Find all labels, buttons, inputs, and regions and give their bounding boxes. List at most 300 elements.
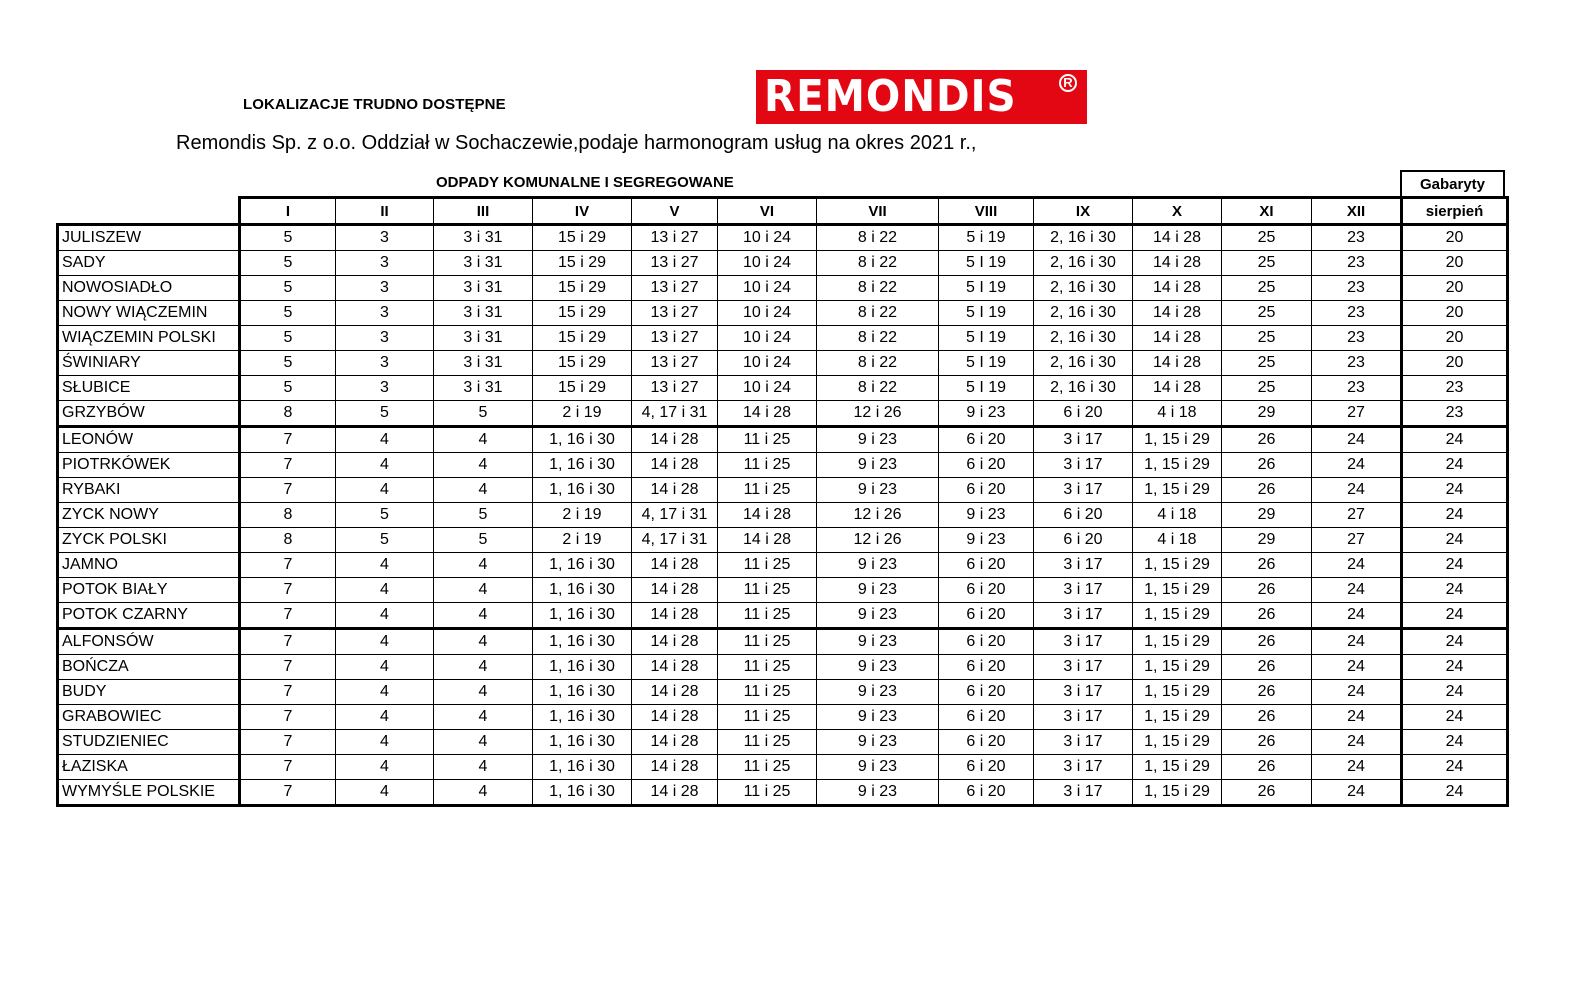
- date-cell: 3 i 17: [1034, 780, 1133, 806]
- date-cell: 11 i 25: [718, 553, 817, 578]
- table-row: [58, 755, 1508, 780]
- date-cell: 11 i 25: [718, 755, 817, 780]
- table-row: [58, 680, 1508, 705]
- date-cell: 5: [336, 401, 434, 427]
- date-cell: 13 i 27: [632, 276, 718, 301]
- date-cell: 27: [1312, 401, 1402, 427]
- date-cell: 4: [434, 680, 533, 705]
- location-name: GRABOWIEC: [58, 705, 240, 730]
- date-cell: 8 i 22: [817, 225, 939, 251]
- date-cell: 3 i 31: [434, 351, 533, 376]
- date-cell: 20: [1402, 225, 1508, 251]
- date-cell: 9 i 23: [817, 780, 939, 806]
- date-cell: 14 i 28: [1133, 326, 1222, 351]
- location-name: WIĄCZEMIN POLSKI: [58, 326, 240, 351]
- header-row: [58, 198, 1508, 225]
- date-cell: 8 i 22: [817, 251, 939, 276]
- date-cell: 1, 15 i 29: [1133, 453, 1222, 478]
- date-cell: 24: [1402, 655, 1508, 680]
- date-cell: 4: [336, 578, 434, 603]
- date-cell: 29: [1222, 401, 1312, 427]
- date-cell: 14 i 28: [632, 780, 718, 806]
- date-cell: 8 i 22: [817, 351, 939, 376]
- date-cell: 2, 16 i 30: [1034, 326, 1133, 351]
- date-cell: 1, 15 i 29: [1133, 680, 1222, 705]
- date-cell: 12 i 26: [817, 401, 939, 427]
- date-cell: 25: [1222, 301, 1312, 326]
- table-row: [58, 453, 1508, 478]
- date-cell: 9 i 23: [817, 453, 939, 478]
- date-cell: 6 i 20: [939, 427, 1034, 453]
- date-cell: 11 i 25: [718, 680, 817, 705]
- date-cell: 7: [240, 603, 336, 629]
- date-cell: 1, 16 i 30: [533, 603, 632, 629]
- date-cell: 9 i 23: [817, 553, 939, 578]
- date-cell: 5: [240, 326, 336, 351]
- date-cell: 15 i 29: [533, 276, 632, 301]
- date-cell: 6 i 20: [939, 478, 1034, 503]
- date-cell: 1, 16 i 30: [533, 655, 632, 680]
- date-cell: 2 i 19: [533, 503, 632, 528]
- date-cell: 23: [1312, 225, 1402, 251]
- date-cell: 4: [434, 705, 533, 730]
- location-name: GRZYBÓW: [58, 401, 240, 427]
- date-cell: 4: [336, 603, 434, 629]
- date-cell: 4: [434, 603, 533, 629]
- date-cell: 26: [1222, 553, 1312, 578]
- table-row: [58, 326, 1508, 351]
- date-cell: 1, 15 i 29: [1133, 655, 1222, 680]
- date-cell: 24: [1312, 427, 1402, 453]
- date-cell: 14 i 28: [632, 453, 718, 478]
- date-cell: 5: [336, 528, 434, 553]
- location-name: NOWOSIADŁO: [58, 276, 240, 301]
- date-cell: 6 i 20: [939, 603, 1034, 629]
- date-cell: 26: [1222, 655, 1312, 680]
- header-empty-cell: [58, 198, 240, 225]
- date-cell: 14 i 28: [1133, 225, 1222, 251]
- location-name: JULISZEW: [58, 225, 240, 251]
- location-name: ŁAZISKA: [58, 755, 240, 780]
- section-title: ODPADY KOMUNALNE I SEGREGOWANE: [436, 174, 734, 191]
- date-cell: 4: [336, 553, 434, 578]
- date-cell: 24: [1312, 553, 1402, 578]
- page-heading: LOKALIZACJE TRUDNO DOSTĘPNE: [243, 96, 506, 113]
- date-cell: 11 i 25: [718, 730, 817, 755]
- date-cell: 12 i 26: [817, 503, 939, 528]
- date-cell: 1, 16 i 30: [533, 629, 632, 655]
- date-cell: 2 i 19: [533, 528, 632, 553]
- date-cell: 23: [1312, 326, 1402, 351]
- date-cell: 9 i 23: [939, 401, 1034, 427]
- date-cell: 2, 16 i 30: [1034, 301, 1133, 326]
- date-cell: 5 I 19: [939, 326, 1034, 351]
- remondis-logo: [756, 70, 1087, 124]
- column-header: X: [1133, 198, 1222, 225]
- date-cell: 26: [1222, 453, 1312, 478]
- date-cell: 2, 16 i 30: [1034, 225, 1133, 251]
- date-cell: 24: [1402, 603, 1508, 629]
- date-cell: 6 i 20: [1034, 401, 1133, 427]
- date-cell: 6 i 20: [939, 730, 1034, 755]
- date-cell: 25: [1222, 251, 1312, 276]
- location-name: ZYCK NOWY: [58, 503, 240, 528]
- date-cell: 8 i 22: [817, 301, 939, 326]
- date-cell: 4: [336, 427, 434, 453]
- date-cell: 15 i 29: [533, 225, 632, 251]
- gabaryty-header: Gabaryty: [1400, 170, 1505, 197]
- date-cell: 13 i 27: [632, 376, 718, 401]
- date-cell: 10 i 24: [718, 225, 817, 251]
- date-cell: 7: [240, 730, 336, 755]
- location-name: BOŃCZA: [58, 655, 240, 680]
- date-cell: 29: [1222, 528, 1312, 553]
- date-cell: 27: [1312, 528, 1402, 553]
- date-cell: 25: [1222, 326, 1312, 351]
- date-cell: 15 i 29: [533, 251, 632, 276]
- column-header: VIII: [939, 198, 1034, 225]
- date-cell: 1, 16 i 30: [533, 730, 632, 755]
- location-name: NOWY WIĄCZEMIN: [58, 301, 240, 326]
- date-cell: 4 i 18: [1133, 528, 1222, 553]
- location-name: STUDZIENIEC: [58, 730, 240, 755]
- location-name: SADY: [58, 251, 240, 276]
- date-cell: 14 i 28: [1133, 251, 1222, 276]
- date-cell: 4 i 18: [1133, 401, 1222, 427]
- date-cell: 9 i 23: [817, 478, 939, 503]
- date-cell: 23: [1312, 301, 1402, 326]
- column-header: VII: [817, 198, 939, 225]
- date-cell: 4: [336, 780, 434, 806]
- date-cell: 6 i 20: [939, 680, 1034, 705]
- date-cell: 1, 15 i 29: [1133, 578, 1222, 603]
- date-cell: 9 i 23: [817, 629, 939, 655]
- date-cell: 23: [1312, 251, 1402, 276]
- date-cell: 2, 16 i 30: [1034, 376, 1133, 401]
- date-cell: 24: [1312, 478, 1402, 503]
- date-cell: 3 i 17: [1034, 629, 1133, 655]
- date-cell: 7: [240, 705, 336, 730]
- date-cell: 4, 17 i 31: [632, 401, 718, 427]
- date-cell: 2, 16 i 30: [1034, 351, 1133, 376]
- date-cell: 24: [1312, 730, 1402, 755]
- location-name: BUDY: [58, 680, 240, 705]
- table-row: [58, 478, 1508, 503]
- date-cell: 8 i 22: [817, 276, 939, 301]
- date-cell: 24: [1402, 478, 1508, 503]
- date-cell: 3: [336, 251, 434, 276]
- table-row: [58, 351, 1508, 376]
- date-cell: 8: [240, 503, 336, 528]
- date-cell: 1, 16 i 30: [533, 680, 632, 705]
- table-row: [58, 780, 1508, 806]
- date-cell: 11 i 25: [718, 578, 817, 603]
- date-cell: 15 i 29: [533, 376, 632, 401]
- date-cell: 4: [434, 453, 533, 478]
- date-cell: 5: [240, 251, 336, 276]
- location-name: SŁUBICE: [58, 376, 240, 401]
- date-cell: 20: [1402, 351, 1508, 376]
- date-cell: 24: [1402, 680, 1508, 705]
- date-cell: 26: [1222, 578, 1312, 603]
- date-cell: 7: [240, 478, 336, 503]
- table-row: [58, 578, 1508, 603]
- date-cell: 1, 16 i 30: [533, 780, 632, 806]
- date-cell: 15 i 29: [533, 301, 632, 326]
- date-cell: 3 i 17: [1034, 578, 1133, 603]
- date-cell: 3 i 31: [434, 326, 533, 351]
- date-cell: 15 i 29: [533, 326, 632, 351]
- date-cell: 24: [1312, 629, 1402, 655]
- date-cell: 24: [1312, 705, 1402, 730]
- date-cell: 3 i 31: [434, 225, 533, 251]
- date-cell: 5 I 19: [939, 251, 1034, 276]
- date-cell: 8 i 22: [817, 326, 939, 351]
- column-header: IV: [533, 198, 632, 225]
- date-cell: 24: [1312, 780, 1402, 806]
- date-cell: 4: [336, 705, 434, 730]
- date-cell: 6 i 20: [939, 705, 1034, 730]
- registered-mark-icon: R: [1059, 74, 1077, 92]
- date-cell: 9 i 23: [817, 730, 939, 755]
- date-cell: 6 i 20: [939, 780, 1034, 806]
- date-cell: 12 i 26: [817, 528, 939, 553]
- date-cell: 23: [1402, 401, 1508, 427]
- date-cell: 3 i 31: [434, 251, 533, 276]
- date-cell: 3 i 31: [434, 376, 533, 401]
- date-cell: 5: [336, 503, 434, 528]
- date-cell: 1, 15 i 29: [1133, 730, 1222, 755]
- date-cell: 26: [1222, 755, 1312, 780]
- date-cell: 1, 15 i 29: [1133, 780, 1222, 806]
- date-cell: 1, 16 i 30: [533, 478, 632, 503]
- date-cell: 26: [1222, 478, 1312, 503]
- column-header: XI: [1222, 198, 1312, 225]
- column-header: II: [336, 198, 434, 225]
- date-cell: 11 i 25: [718, 603, 817, 629]
- date-cell: 3 i 31: [434, 301, 533, 326]
- date-cell: 10 i 24: [718, 251, 817, 276]
- table-row: [58, 301, 1508, 326]
- date-cell: 26: [1222, 730, 1312, 755]
- location-name: PIOTRKÓWEK: [58, 453, 240, 478]
- date-cell: 4: [434, 478, 533, 503]
- date-cell: 6 i 20: [939, 755, 1034, 780]
- date-cell: 14 i 28: [632, 578, 718, 603]
- date-cell: 5: [240, 276, 336, 301]
- date-cell: 7: [240, 553, 336, 578]
- table-row: [58, 603, 1508, 629]
- date-cell: 4: [434, 730, 533, 755]
- date-cell: 5: [240, 376, 336, 401]
- date-cell: 6 i 20: [1034, 528, 1133, 553]
- date-cell: 11 i 25: [718, 453, 817, 478]
- date-cell: 9 i 23: [939, 528, 1034, 553]
- date-cell: 3: [336, 225, 434, 251]
- date-cell: 1, 16 i 30: [533, 755, 632, 780]
- date-cell: 14 i 28: [632, 553, 718, 578]
- date-cell: 8: [240, 528, 336, 553]
- date-cell: 9 i 23: [939, 503, 1034, 528]
- date-cell: 3 i 17: [1034, 553, 1133, 578]
- date-cell: 4: [434, 655, 533, 680]
- date-cell: 4 i 18: [1133, 503, 1222, 528]
- date-cell: 24: [1402, 453, 1508, 478]
- date-cell: 14 i 28: [718, 503, 817, 528]
- location-name: POTOK BIAŁY: [58, 578, 240, 603]
- date-cell: 25: [1222, 276, 1312, 301]
- date-cell: 3 i 17: [1034, 705, 1133, 730]
- table-row: [58, 503, 1508, 528]
- date-cell: 9 i 23: [817, 755, 939, 780]
- date-cell: 24: [1402, 780, 1508, 806]
- date-cell: 25: [1222, 376, 1312, 401]
- date-cell: 13 i 27: [632, 251, 718, 276]
- schedule-table: [56, 196, 1509, 807]
- date-cell: 11 i 25: [718, 705, 817, 730]
- date-cell: 4: [336, 655, 434, 680]
- date-cell: 1, 15 i 29: [1133, 427, 1222, 453]
- date-cell: 24: [1402, 730, 1508, 755]
- date-cell: 6 i 20: [939, 629, 1034, 655]
- location-name: ŚWINIARY: [58, 351, 240, 376]
- date-cell: 5 I 19: [939, 276, 1034, 301]
- date-cell: 4: [336, 478, 434, 503]
- date-cell: 24: [1402, 629, 1508, 655]
- location-name: JAMNO: [58, 553, 240, 578]
- date-cell: 3 i 17: [1034, 603, 1133, 629]
- date-cell: 10 i 24: [718, 301, 817, 326]
- date-cell: 23: [1312, 376, 1402, 401]
- date-cell: 7: [240, 755, 336, 780]
- date-cell: 3 i 17: [1034, 478, 1133, 503]
- date-cell: 1, 15 i 29: [1133, 603, 1222, 629]
- date-cell: 3: [336, 326, 434, 351]
- date-cell: 23: [1312, 351, 1402, 376]
- table-row: [58, 705, 1508, 730]
- date-cell: 20: [1402, 251, 1508, 276]
- date-cell: 14 i 28: [632, 730, 718, 755]
- location-name: RYBAKI: [58, 478, 240, 503]
- date-cell: 8 i 22: [817, 376, 939, 401]
- date-cell: 25: [1222, 351, 1312, 376]
- date-cell: 2, 16 i 30: [1034, 251, 1133, 276]
- column-header: IX: [1034, 198, 1133, 225]
- date-cell: 23: [1312, 276, 1402, 301]
- column-header: XII: [1312, 198, 1402, 225]
- date-cell: 1, 16 i 30: [533, 427, 632, 453]
- date-cell: 9 i 23: [817, 655, 939, 680]
- date-cell: 6 i 20: [939, 655, 1034, 680]
- date-cell: 10 i 24: [718, 376, 817, 401]
- table-row: [58, 730, 1508, 755]
- date-cell: 3: [336, 351, 434, 376]
- column-header: V: [632, 198, 718, 225]
- date-cell: 13 i 27: [632, 326, 718, 351]
- date-cell: 5: [240, 351, 336, 376]
- table-row: [58, 655, 1508, 680]
- date-cell: 14 i 28: [632, 603, 718, 629]
- date-cell: 11 i 25: [718, 655, 817, 680]
- date-cell: 14 i 28: [632, 755, 718, 780]
- date-cell: 4: [336, 730, 434, 755]
- date-cell: 13 i 27: [632, 301, 718, 326]
- date-cell: 5 I 19: [939, 351, 1034, 376]
- date-cell: 24: [1402, 503, 1508, 528]
- table-row: [58, 629, 1508, 655]
- date-cell: 14 i 28: [632, 629, 718, 655]
- date-cell: 7: [240, 680, 336, 705]
- date-cell: 14 i 28: [632, 655, 718, 680]
- page-subtitle: Remondis Sp. z o.o. Oddział w Sochaczewie,podaje harmonogram usług na okres 2021 r.,: [176, 132, 977, 154]
- date-cell: 7: [240, 453, 336, 478]
- table-row: [58, 376, 1508, 401]
- location-name: ALFONSÓW: [58, 629, 240, 655]
- column-header: sierpień: [1402, 198, 1508, 225]
- date-cell: 24: [1312, 578, 1402, 603]
- date-cell: 4: [434, 629, 533, 655]
- logo-wordmark: REMONDIS: [764, 71, 1017, 122]
- date-cell: 10 i 24: [718, 276, 817, 301]
- date-cell: 5 i 19: [939, 225, 1034, 251]
- date-cell: 2 i 19: [533, 401, 632, 427]
- date-cell: 11 i 25: [718, 427, 817, 453]
- date-cell: 25: [1222, 225, 1312, 251]
- date-cell: 14 i 28: [632, 680, 718, 705]
- date-cell: 4: [336, 629, 434, 655]
- date-cell: 26: [1222, 780, 1312, 806]
- table-row: [58, 553, 1508, 578]
- date-cell: 11 i 25: [718, 629, 817, 655]
- date-cell: 24: [1402, 755, 1508, 780]
- date-cell: 14 i 28: [1133, 301, 1222, 326]
- date-cell: 26: [1222, 680, 1312, 705]
- date-cell: 6 i 20: [939, 453, 1034, 478]
- column-header: VI: [718, 198, 817, 225]
- date-cell: 1, 15 i 29: [1133, 478, 1222, 503]
- date-cell: 7: [240, 629, 336, 655]
- location-name: POTOK CZARNY: [58, 603, 240, 629]
- date-cell: 3 i 17: [1034, 755, 1133, 780]
- date-cell: 24: [1402, 578, 1508, 603]
- date-cell: 13 i 27: [632, 225, 718, 251]
- date-cell: 20: [1402, 326, 1508, 351]
- date-cell: 1, 15 i 29: [1133, 553, 1222, 578]
- date-cell: 9 i 23: [817, 578, 939, 603]
- date-cell: 5: [240, 301, 336, 326]
- date-cell: 4: [336, 680, 434, 705]
- date-cell: 24: [1312, 680, 1402, 705]
- date-cell: 4: [434, 578, 533, 603]
- date-cell: 3 i 17: [1034, 453, 1133, 478]
- date-cell: 27: [1312, 503, 1402, 528]
- date-cell: 26: [1222, 427, 1312, 453]
- date-cell: 14 i 28: [1133, 351, 1222, 376]
- date-cell: 14 i 28: [632, 705, 718, 730]
- column-header: III: [434, 198, 533, 225]
- date-cell: 14 i 28: [1133, 376, 1222, 401]
- date-cell: 13 i 27: [632, 351, 718, 376]
- date-cell: 1, 15 i 29: [1133, 755, 1222, 780]
- date-cell: 10 i 24: [718, 326, 817, 351]
- date-cell: 3 i 31: [434, 276, 533, 301]
- date-cell: 24: [1312, 755, 1402, 780]
- table-row: [58, 251, 1508, 276]
- date-cell: 1, 16 i 30: [533, 578, 632, 603]
- date-cell: 23: [1402, 376, 1508, 401]
- date-cell: 3: [336, 301, 434, 326]
- date-cell: 15 i 29: [533, 351, 632, 376]
